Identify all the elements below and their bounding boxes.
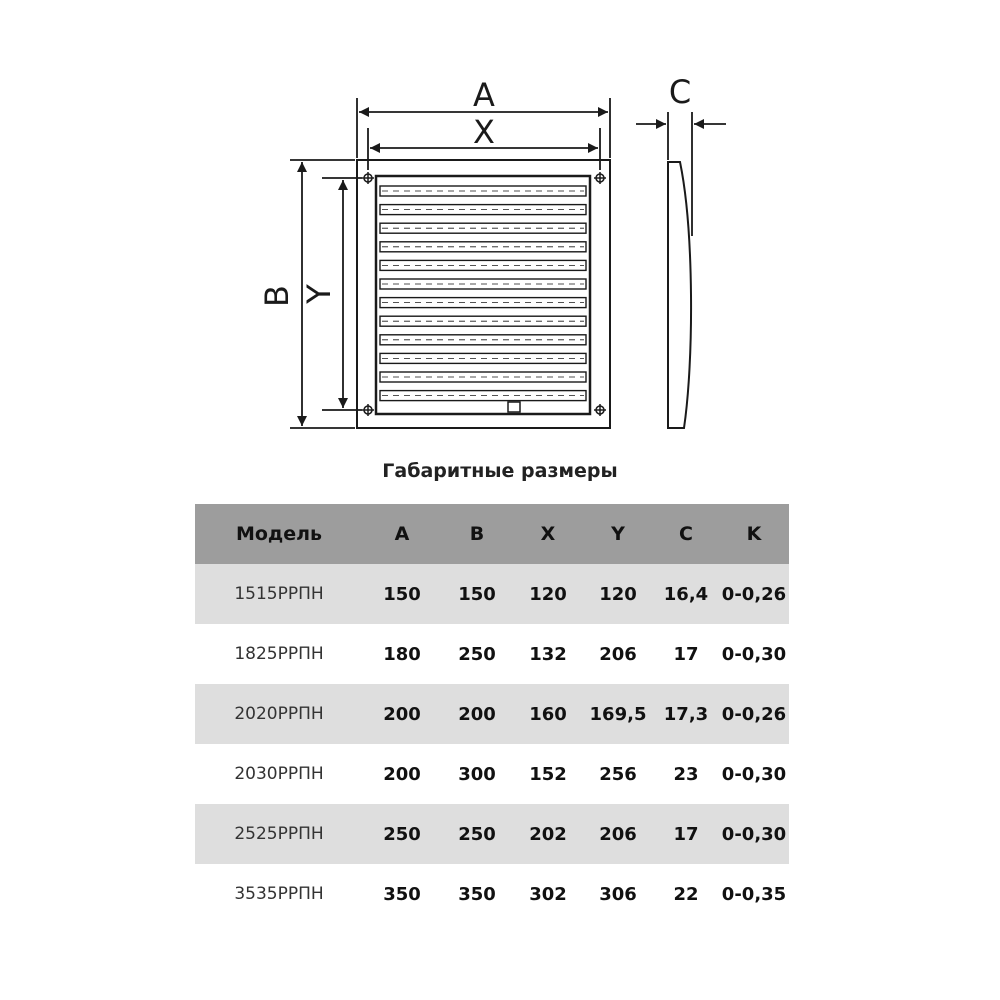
adjust-tab xyxy=(508,402,520,412)
grille-dimension-drawing xyxy=(0,0,1000,450)
cell-c: 17 xyxy=(673,643,699,665)
table-row xyxy=(195,744,789,804)
header-c: C xyxy=(679,523,693,545)
cell-b: 200 xyxy=(458,703,496,725)
table-row xyxy=(195,804,789,864)
cell-x: 132 xyxy=(529,643,567,665)
cell-k: 0-0,35 xyxy=(721,883,787,905)
label-b: B xyxy=(258,285,296,307)
cell-b: 350 xyxy=(458,883,496,905)
cell-k: 0-0,30 xyxy=(721,643,787,665)
cell-a: 250 xyxy=(383,823,421,845)
cell-y: 169,5 xyxy=(589,703,647,725)
header-b: B xyxy=(469,523,485,545)
cell-x: 202 xyxy=(529,823,567,845)
table-header-row xyxy=(195,504,789,564)
cell-x: 160 xyxy=(529,703,567,725)
label-x: X xyxy=(473,113,495,151)
cell-y: 206 xyxy=(599,823,637,845)
header-y: Y xyxy=(611,523,625,545)
header-x: X xyxy=(540,523,556,545)
cell-model: 2525РРПН xyxy=(234,824,324,844)
header-k: K xyxy=(746,523,762,545)
table-row xyxy=(195,684,789,744)
cell-b: 250 xyxy=(458,823,496,845)
cell-c: 22 xyxy=(673,883,699,905)
table-row xyxy=(195,624,789,684)
dimension-c xyxy=(636,112,726,236)
cell-c: 23 xyxy=(673,763,699,785)
cell-a: 200 xyxy=(383,763,421,785)
cell-b: 250 xyxy=(458,643,496,665)
cell-model: 3535РРПН xyxy=(234,884,324,904)
label-c: C xyxy=(668,73,692,111)
header-a: A xyxy=(394,523,410,545)
cell-y: 256 xyxy=(599,763,637,785)
cell-x: 152 xyxy=(529,763,567,785)
cell-model: 2020РРПН xyxy=(234,704,324,724)
header-model: Модель xyxy=(235,523,323,545)
cell-k: 0-0,26 xyxy=(721,583,787,605)
front-view xyxy=(357,160,610,428)
cell-x: 120 xyxy=(529,583,567,605)
cell-model: 2030РРПН xyxy=(234,764,324,784)
label-a: A xyxy=(473,76,495,114)
cell-model: 1515РРПН xyxy=(234,584,324,604)
cell-c: 16,4 xyxy=(663,583,709,605)
cell-b: 300 xyxy=(458,763,496,785)
label-y: Y xyxy=(300,284,338,304)
side-view xyxy=(668,162,691,428)
cell-model: 1825РРПН xyxy=(234,644,324,664)
cell-y: 306 xyxy=(599,883,637,905)
cell-y: 120 xyxy=(599,583,637,605)
cell-k: 0-0,26 xyxy=(721,703,787,725)
cell-c: 17,3 xyxy=(663,703,709,725)
cell-a: 180 xyxy=(383,643,421,665)
cell-k: 0-0,30 xyxy=(721,823,787,845)
louver-slats xyxy=(380,186,586,401)
cell-a: 200 xyxy=(383,703,421,725)
dimensions-table xyxy=(195,504,789,924)
section-title: Габаритные размеры xyxy=(382,460,618,482)
cell-x: 302 xyxy=(529,883,567,905)
outer-frame xyxy=(357,160,610,428)
cell-k: 0-0,30 xyxy=(721,763,787,785)
table-row xyxy=(195,864,789,924)
cell-c: 17 xyxy=(673,823,699,845)
table-row xyxy=(195,564,789,624)
cell-a: 150 xyxy=(383,583,421,605)
cell-b: 150 xyxy=(458,583,496,605)
cell-a: 350 xyxy=(383,883,421,905)
cell-y: 206 xyxy=(599,643,637,665)
